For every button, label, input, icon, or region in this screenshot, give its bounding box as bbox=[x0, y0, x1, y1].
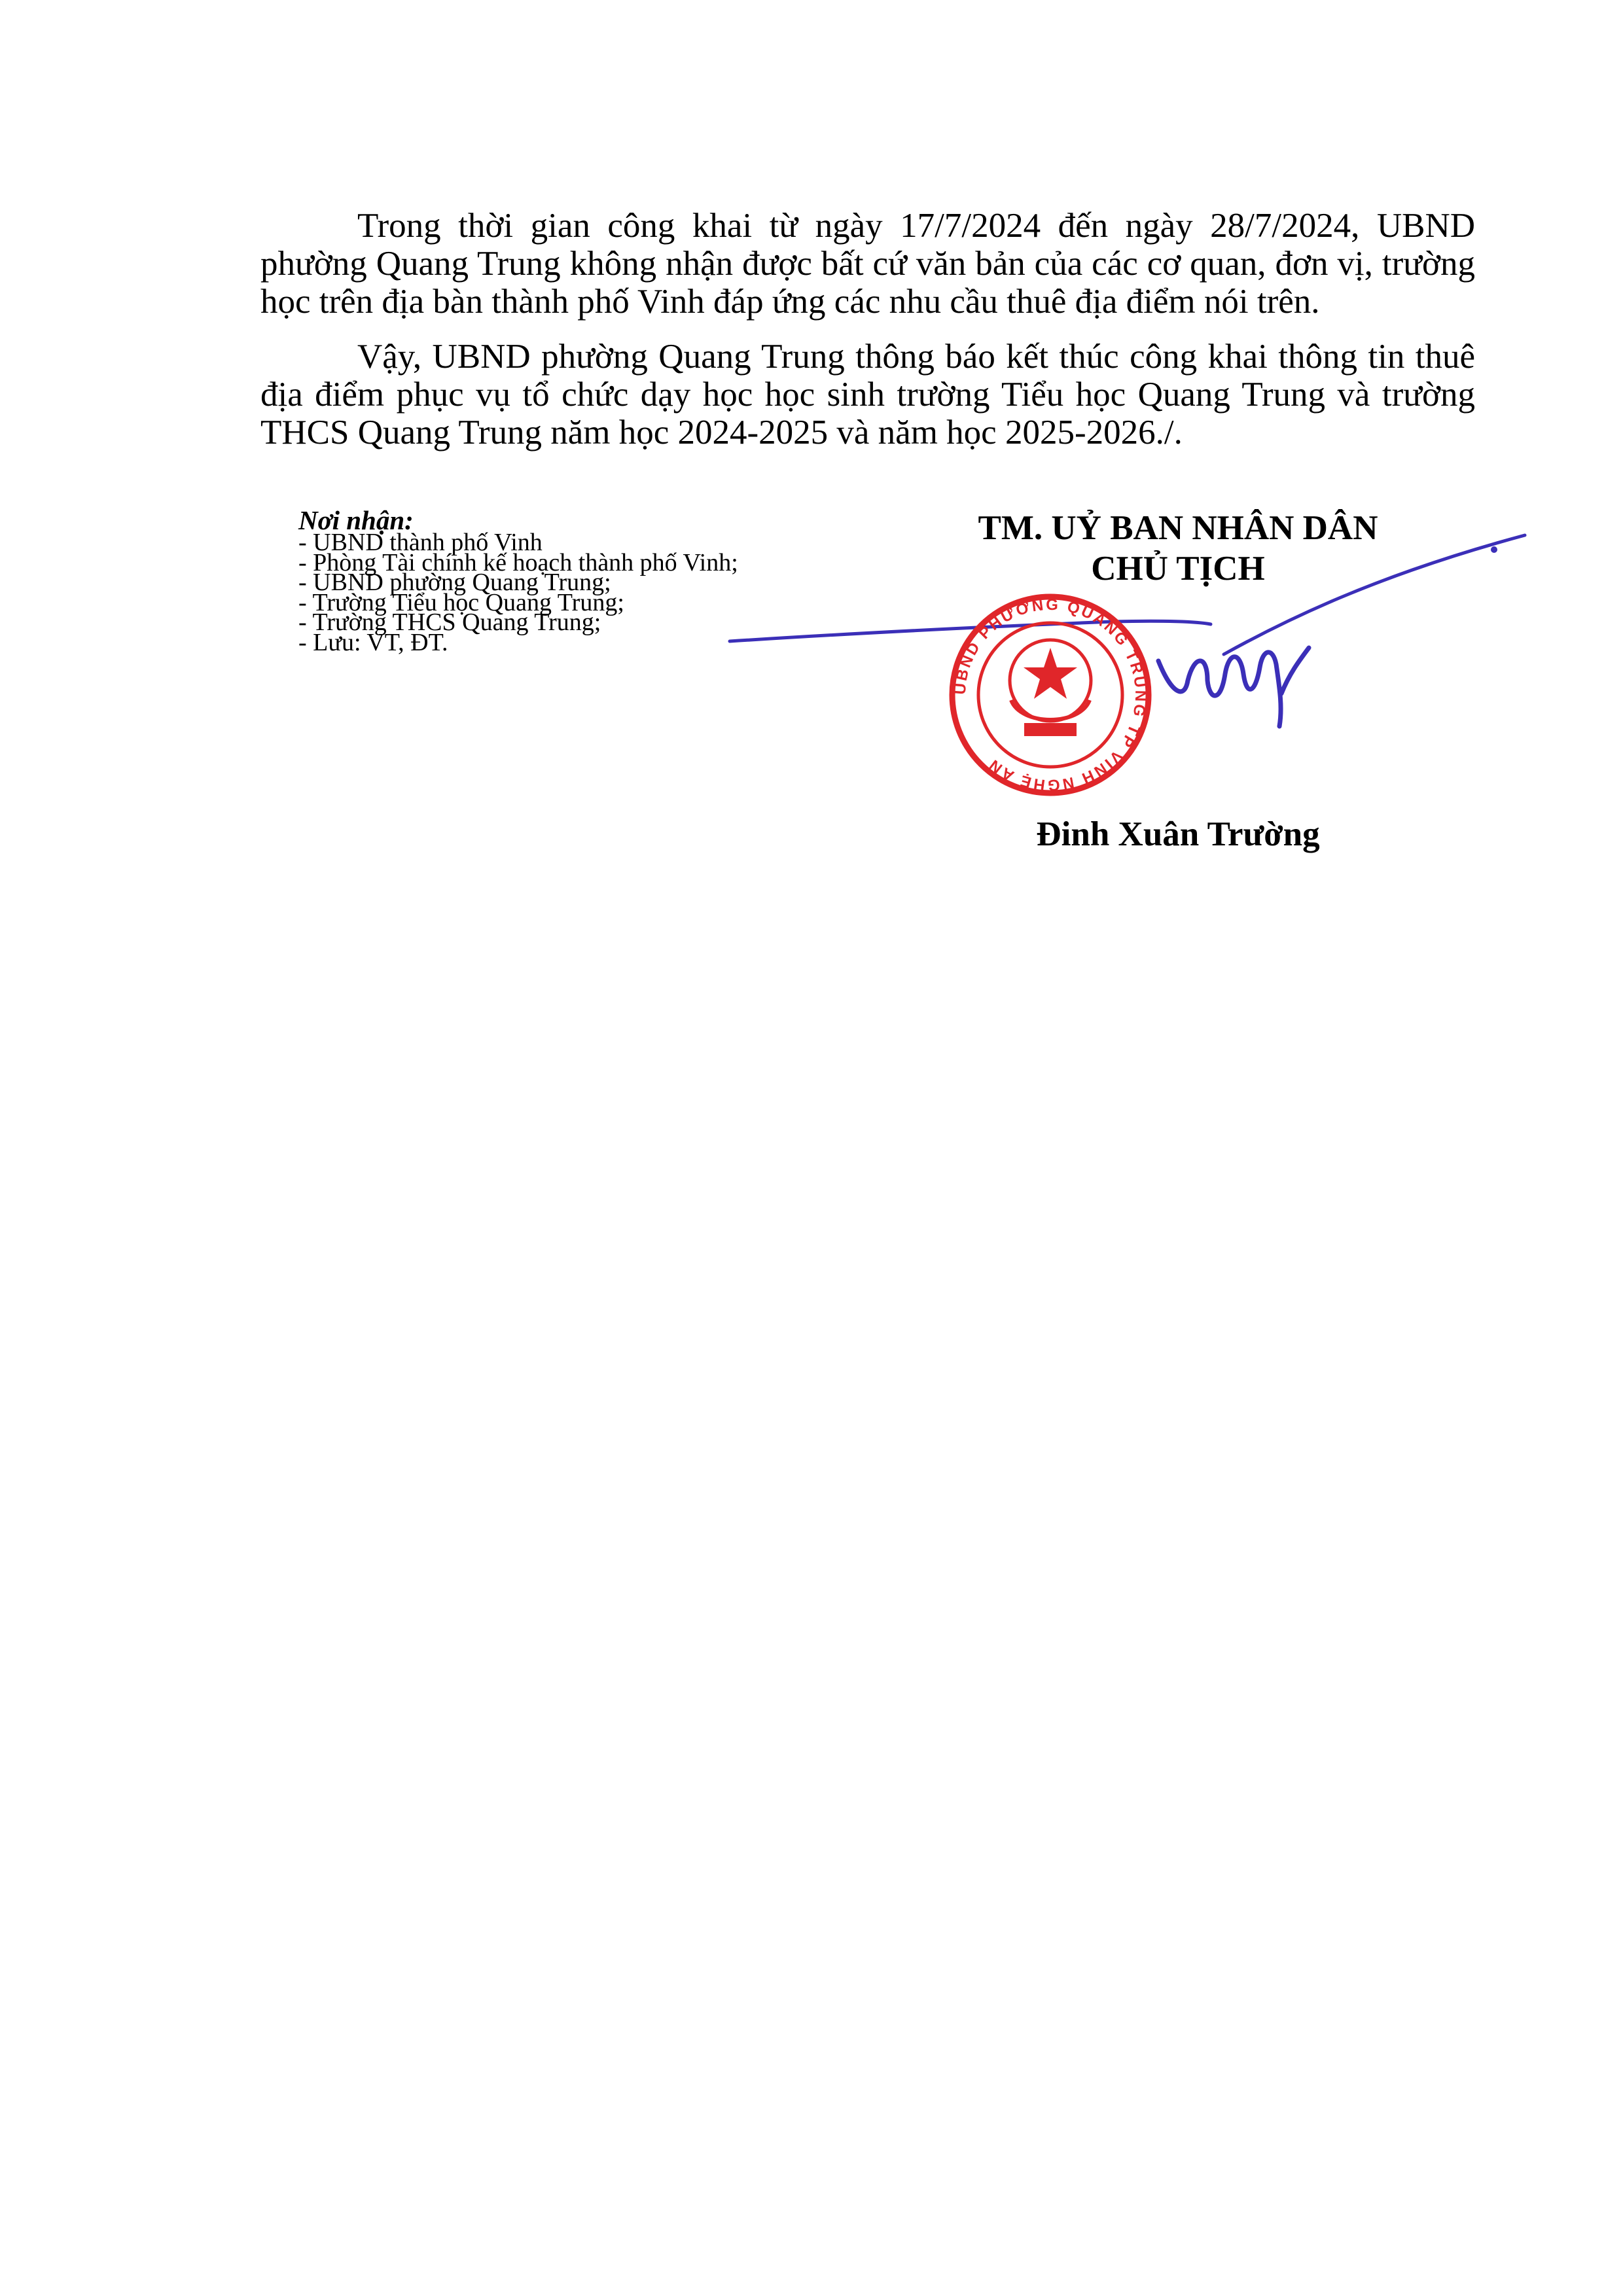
recipient-item: - Lưu: VT, ĐT. bbox=[298, 628, 448, 656]
recipients-heading: Nơi nhận: bbox=[298, 505, 414, 535]
recipient-item: - Phòng Tài chính kế hoạch thành phố Vinh; bbox=[298, 548, 738, 576]
paragraph-2: Vậy, UBND phường Quang Trung thông báo kết thúc công khai thông tin thuê địa điểm phục vụ tổ chức dạy học học sinh trường Tiểu học Quang Trung và trường THCS Quang Trung năm học 2024-2025 và năm học 2025-2026./. bbox=[260, 338, 1475, 451]
signature-scrawl-icon bbox=[1158, 648, 1309, 726]
recipients-list bbox=[298, 529, 874, 656]
svg-text:UBND PHƯỜNG QUANG TRUNG TP VIN bbox=[952, 596, 1150, 794]
recipient-item: - UBND phường Quang Trung; bbox=[298, 569, 611, 596]
signature-title-position: CHỦ TỊCH bbox=[1091, 550, 1265, 588]
signature-title-org: TM. UỶ BAN NHÂN DÂN bbox=[978, 509, 1378, 547]
recipient-item: - Trường THCS Quang Trung; bbox=[298, 609, 601, 636]
stamp-and-signature bbox=[0, 0, 1623, 916]
seal-text: UBND PHƯỜNG QUANG TRUNG TP VINH NGHỆ AN bbox=[951, 595, 1150, 794]
paragraph-1: Trong thời gian công khai từ ngày 17/7/2024 đến ngày 28/7/2024, UBND phường Quang Trung không nhận được bất cứ văn bản của các cơ quan, đơn vị, trường học trên địa bàn thành phố Vinh đáp ứng các nhu cầu thuê địa điểm nói trên. bbox=[260, 207, 1475, 321]
recipients-block bbox=[298, 505, 874, 656]
signer-name: Đinh Xuân Trường bbox=[1036, 815, 1320, 853]
recipient-item: - Trường Tiểu học Quang Trung; bbox=[298, 588, 624, 616]
official-seal-icon bbox=[952, 596, 1150, 794]
recipient-item: - UBND thành phố Vinh bbox=[298, 529, 543, 556]
